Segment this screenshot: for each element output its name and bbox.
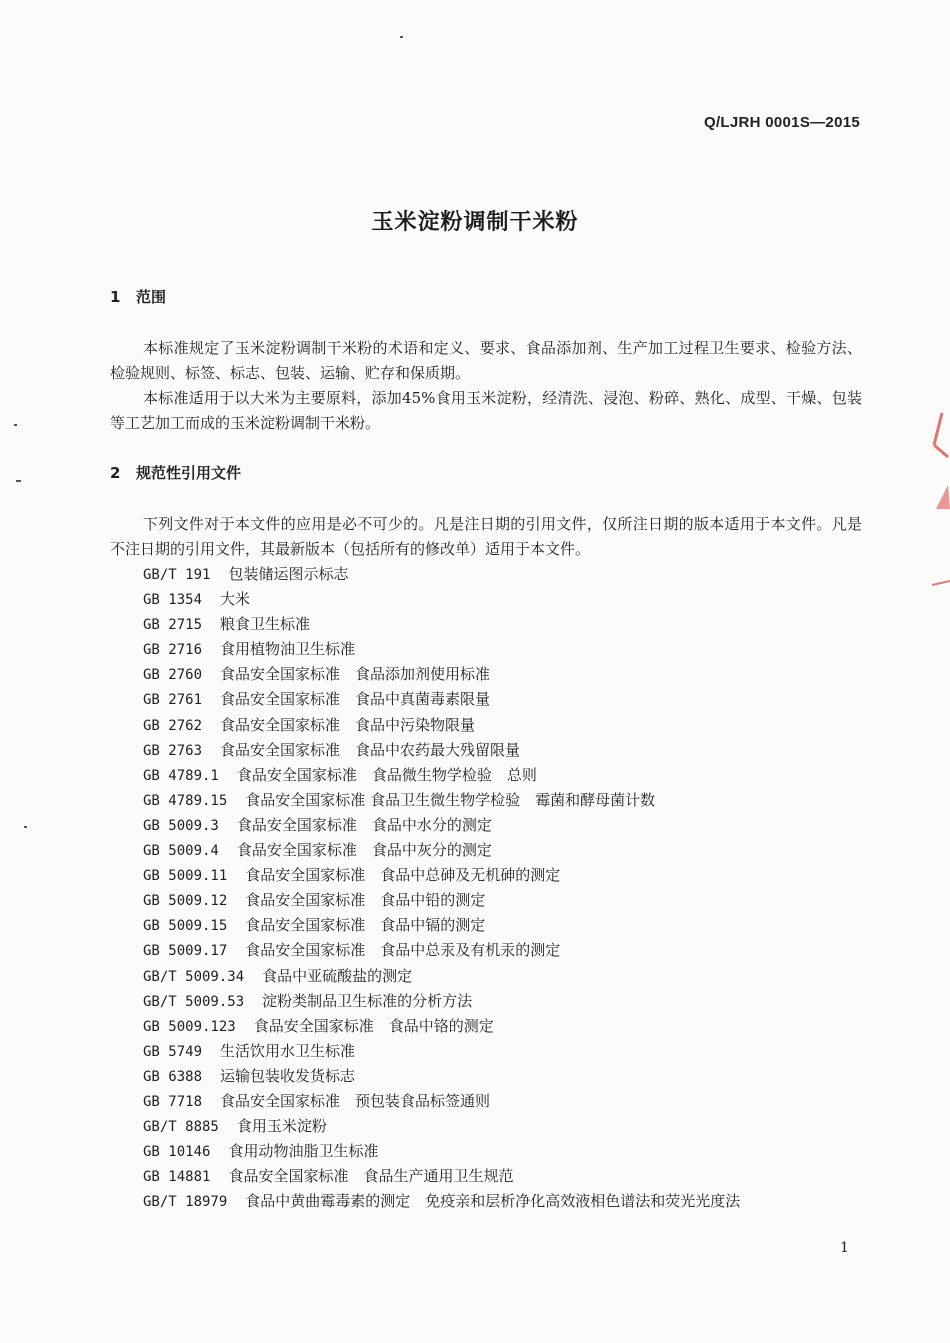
reference-title: 食品安全国家标准 食品中灰分的测定 [236, 841, 492, 860]
list-item [143, 1064, 740, 1089]
section-heading-scope [110, 286, 166, 307]
reference-code: GB 1354 [143, 592, 203, 609]
reference-code: GB 5009.17 [143, 943, 228, 960]
reference-code: GB/T 18979 [143, 1194, 228, 1211]
section-heading-normative-references [110, 462, 241, 483]
reference-title: 食品中黄曲霉毒素的测定 免疫亲和层析净化高效液相色谱法和荧光光度法 [245, 1192, 741, 1211]
document-title: 玉米淀粉调制干米粉 [371, 210, 579, 235]
reference-title: 运输包装收发货标志 [220, 1066, 356, 1085]
reference-code: GB 14881 [143, 1169, 211, 1186]
reference-code: GB 4789.1 [143, 767, 219, 784]
list-item [143, 763, 740, 788]
reference-title: 食品安全国家标准 食品微生物学检验 总则 [236, 765, 537, 784]
list-item [143, 687, 740, 712]
reference-code: GB 2762 [143, 717, 203, 734]
reference-title: 食品安全国家标准 食品添加剂使用标准 [220, 665, 491, 684]
reference-title: 食品安全国家标准 食品生产通用卫生规范 [228, 1167, 514, 1186]
list-item [143, 662, 740, 687]
document-code: Q/LJRH 0001S—2015 [703, 114, 860, 131]
reference-code: GB 5009.123 [143, 1018, 236, 1035]
list-item [143, 612, 740, 637]
list-item [143, 838, 740, 863]
seal-stamp-fragment [924, 405, 950, 595]
list-item [143, 1139, 740, 1164]
reference-title: 食品安全国家标准 预包装食品标签通则 [220, 1091, 491, 1110]
reference-title: 粮食卫生标准 [220, 615, 311, 634]
reference-title: 食品安全国家标准 食品中农药最大残留限量 [220, 740, 521, 759]
reference-title: 食品中亚硫酸盐的测定 [262, 966, 413, 985]
list-item [143, 938, 740, 963]
page-number: 1 [840, 1240, 849, 1256]
reference-title: 大米 [220, 590, 251, 609]
reference-code: GB 2761 [143, 692, 203, 709]
reference-code: GB 4789.15 [143, 792, 228, 809]
reference-code: GB 5009.12 [143, 893, 228, 910]
reference-title: 包装储运图示标志 [228, 565, 349, 583]
reference-title: 食用动物油脂卫生标准 [228, 1142, 379, 1161]
list-item [143, 587, 740, 612]
reference-code: GB 10146 [143, 1144, 211, 1161]
reference-title: 淀粉类制品卫生标准的分析方法 [262, 991, 473, 1010]
paragraph-scope-1: 本标准规定了玉米淀粉调制干米粉的术语和定义、要求、食品添加剂、生产加工过程卫生要求、检验方法、检验规则、标签、标志、包装、运输、贮存和保质期。 [110, 339, 862, 382]
reference-code: GB 6388 [143, 1068, 203, 1085]
list-item [143, 888, 740, 913]
reference-code: GB 5009.11 [143, 868, 228, 885]
reference-title: 食品安全国家标准 食品中污染物限量 [220, 715, 476, 734]
section-title: 规范性引用文件 [136, 464, 242, 482]
list-item [143, 637, 740, 662]
reference-code: GB 2716 [143, 642, 203, 659]
reference-code: GB 2763 [143, 742, 203, 759]
reference-title: 食品安全国家标准 食品卫生微生物学检验 霉菌和酵母菌计数 [245, 790, 656, 809]
scan-speck [24, 826, 27, 828]
reference-title: 食品安全国家标准 食品中真菌毒素限量 [220, 690, 491, 709]
list-item [143, 1164, 740, 1189]
reference-title: 食用植物油卫生标准 [220, 640, 356, 659]
reference-code: GB 5749 [143, 1043, 203, 1060]
list-item [143, 788, 740, 813]
reference-list [143, 562, 740, 1214]
section-number: 1 [110, 288, 121, 306]
list-item [143, 562, 740, 587]
reference-title: 食品安全国家标准 食品中总砷及无机砷的测定 [245, 866, 561, 885]
reference-code: GB 5009.3 [143, 817, 219, 834]
list-item [143, 1114, 740, 1139]
list-item [143, 913, 740, 938]
reference-code: GB/T 5009.34 [143, 968, 245, 985]
reference-title: 食品安全国家标准 食品中水分的测定 [236, 815, 492, 834]
reference-code: GB 5009.4 [143, 843, 219, 860]
reference-title: 食品安全国家标准 食品中镉的测定 [245, 916, 486, 935]
paragraph-references-intro: 下列文件对于本文件的应用是必不可少的。凡是注日期的引用文件，仅所注日期的版本适用于本文件。凡是不注日期的引用文件，其最新版本（包括所有的修改单）适用于本文件。 [110, 515, 862, 558]
reference-title: 食品安全国家标准 食品中总汞及有机汞的测定 [245, 941, 561, 960]
list-item [143, 813, 740, 838]
reference-code: GB/T 191 [143, 567, 211, 583]
section-number: 2 [110, 464, 121, 482]
section-title: 范围 [136, 288, 167, 306]
reference-title: 食用玉米淀粉 [236, 1117, 327, 1136]
reference-code: GB/T 5009.53 [143, 993, 245, 1010]
list-item [143, 989, 740, 1014]
reference-code: GB 7718 [143, 1093, 203, 1110]
list-item [143, 1014, 740, 1039]
reference-code: GB 2760 [143, 667, 203, 684]
list-item [143, 1089, 740, 1114]
reference-code: GB 5009.15 [143, 918, 228, 935]
list-item [143, 1189, 740, 1214]
reference-title: 生活饮用水卫生标准 [220, 1041, 356, 1060]
reference-code: GB 2715 [143, 617, 203, 634]
list-item [143, 1039, 740, 1064]
list-item [143, 713, 740, 738]
list-item [143, 738, 740, 763]
reference-title: 食品安全国家标准 食品中铬的测定 [253, 1016, 494, 1035]
scan-speck [14, 424, 17, 426]
reference-code: GB/T 8885 [143, 1119, 219, 1136]
reference-title: 食品安全国家标准 食品中铅的测定 [245, 891, 486, 910]
list-item [143, 863, 740, 888]
scan-speck [16, 480, 21, 482]
paragraph-scope-2: 本标准适用于以大米为主要原料，添加45%食用玉米淀粉，经清洗、浸泡、粉碎、熟化、成型、干燥、包装等工艺加工而成的玉米淀粉调制干米粉。 [110, 389, 862, 432]
list-item [143, 964, 740, 989]
scan-speck [400, 36, 403, 38]
